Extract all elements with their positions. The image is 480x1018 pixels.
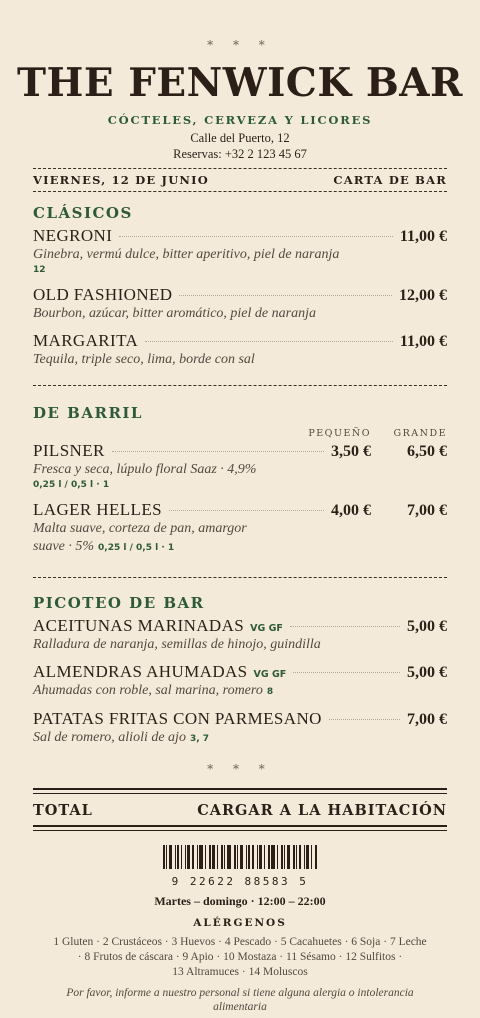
barcode-bar (259, 845, 262, 869)
menu-item-margarita (33, 331, 447, 351)
barcode-bar (177, 845, 179, 869)
section-title: CLÁSICOS (33, 204, 133, 222)
item-name: NEGRONI (33, 226, 113, 245)
address: Calle del Puerto, 12 (190, 131, 290, 145)
barcode-bar (221, 845, 223, 869)
item-price: 12,00 € (399, 287, 447, 304)
barcode-bar (169, 845, 172, 869)
barcode-bar (224, 845, 225, 869)
total-value: CARGAR A LA HABITACIÓN (197, 802, 447, 819)
barcode-bar (304, 845, 305, 869)
item-description: suave · 5% (33, 539, 95, 554)
double-rule (33, 825, 447, 831)
bottom-stars: * * * (207, 762, 273, 776)
item-price: 5,00 € (407, 618, 447, 635)
menu-item-patatas (33, 709, 447, 729)
top-stars: * * * (207, 38, 273, 52)
barcode-bar (199, 845, 203, 869)
item-price: 7,00 € (407, 711, 447, 728)
leader-dots (293, 672, 400, 673)
item-description: Ralladura de naranja, semillas de hinojo, guindilla (33, 637, 321, 652)
item-price-large: 6,50 € (407, 443, 447, 460)
leader-dots (169, 510, 324, 511)
barcode-bar (234, 845, 236, 869)
barcode-bar (284, 845, 285, 869)
allergens-list (28, 935, 452, 980)
leader-dots (112, 451, 324, 452)
leader-dots (119, 236, 393, 237)
barcode-bar (299, 845, 301, 869)
barcode-bar (205, 845, 206, 869)
item-price: 11,00 € (399, 333, 447, 350)
section-snacks (33, 594, 447, 748)
item-description-wrap (33, 682, 447, 701)
divider (33, 577, 447, 578)
allergy-note: Por favor, informe a nuestro personal si tiene alguna alergia o intolerancia alimentaria (66, 987, 414, 1013)
item-description-cont (33, 538, 447, 557)
leader-dots (290, 626, 400, 627)
barcode-bar (287, 845, 290, 869)
barcode-bar (185, 845, 186, 869)
barcode (0, 845, 480, 869)
menu-item-pilsner (33, 441, 447, 461)
item-allergens: 12 (33, 265, 46, 275)
item-volumes: 0,25 l / 0,5 l · 1 (98, 543, 175, 553)
bar-subtitle: CÓCTELES, CERVEZA Y LICORES (107, 113, 373, 127)
barcode-bar (268, 845, 270, 869)
item-description: Fresca y seca, lúpulo floral Saaz · 4,9% (33, 462, 257, 477)
diet-tags: VG GF (250, 623, 283, 634)
item-volumes: 0,25 l / 0,5 l · 1 (33, 480, 110, 490)
item-price-small: 4,00 € (331, 502, 371, 519)
item-price: 11,00 € (399, 228, 447, 245)
barcode-bar (197, 845, 198, 869)
item-description: Bourbon, azúcar, bitter aromático, piel de naranja (33, 306, 316, 321)
item-name: PATATAS FRITAS CON PARMESANO (33, 709, 322, 728)
barcode-bar (315, 845, 317, 869)
leader-dots (179, 295, 392, 296)
barcode-bar (248, 845, 250, 869)
barcode-bar (311, 845, 312, 869)
menu-item-old-fashioned (33, 285, 447, 305)
barcode-bar (281, 845, 283, 869)
item-name: OLD FASHIONED (33, 285, 173, 304)
item-name: ALMENDRAS AHUMADAS (33, 662, 248, 681)
opening-hours: Martes – domingo · 12:00 – 22:00 (154, 894, 326, 908)
allergens-title: ALÉRGENOS (193, 917, 287, 929)
divider (33, 385, 447, 386)
item-price-large: 7,00 € (407, 502, 447, 519)
menu-item-negroni (33, 226, 447, 246)
item-name: PILSNER (33, 441, 105, 460)
item-description: Malta suave, corteza de pan, amargor (33, 521, 247, 536)
date-line (33, 169, 447, 191)
bar-title: THE FENWICK BAR (17, 60, 463, 106)
reservation-phone: Reservas: +32 2 123 45 67 (173, 147, 307, 161)
item-name: MARGARITA (33, 331, 139, 350)
size-large-label: GRANDE (393, 428, 447, 439)
barcode-bar (227, 845, 231, 869)
barcode-bar (293, 845, 295, 869)
size-headers (33, 428, 447, 439)
barcode-bar (187, 845, 190, 869)
allergens-line: 13 Altramuces · 14 Moluscos (172, 966, 308, 978)
item-allergens: 3, 7 (189, 734, 210, 744)
item-description: Ahumadas con roble, sal marina, romero (33, 683, 263, 698)
barcode-bar (277, 845, 278, 869)
item-price-small: 3,50 € (331, 443, 371, 460)
barcode-bar (209, 845, 211, 869)
allergens-line: 1 Gluten · 2 Crustáceos · 3 Huevos · 4 Pescado · 5 Cacahuetes · 6 Soja · 7 Leche (53, 936, 427, 948)
menu-name: CARTA DE BAR (333, 173, 447, 187)
barcode-bar (175, 845, 176, 869)
section-draft (33, 404, 447, 557)
total-label: TOTAL (33, 802, 93, 819)
item-allergens: 8 (266, 687, 274, 697)
section-title: PICOTEO DE BAR (33, 594, 205, 612)
item-description-wrap (33, 729, 447, 748)
barcode-bar (246, 845, 247, 869)
menu-item-almendras (33, 662, 447, 682)
item-price: 5,00 € (407, 664, 447, 681)
diet-tags: VG GF (253, 669, 287, 680)
item-description: Tequila, triple seco, lima, borde con sal (33, 352, 255, 367)
section-classics (33, 204, 447, 369)
allergens-line: · 8 Frutos de cáscara · 9 Apio · 10 Mostaza · 11 Sésamo · 12 Sulfitos · (77, 951, 403, 963)
total-row (33, 794, 447, 825)
size-small-label: PEQUEÑO (308, 428, 371, 439)
menu-item-aceitunas (33, 616, 447, 636)
barcode-number: 9 22622 88583 5 (171, 875, 309, 888)
divider (33, 191, 447, 192)
barcode-bar (240, 845, 243, 869)
barcode-bar (296, 845, 297, 869)
barcode-bar (257, 845, 258, 869)
leader-dots (145, 341, 393, 342)
barcode-bar (237, 845, 238, 869)
barcode-bar (163, 845, 165, 869)
barcode-bar (271, 845, 275, 869)
menu-item-lager-helles (33, 500, 447, 520)
barcode-bar (306, 845, 309, 869)
barcode-bar (252, 845, 254, 869)
menu-date: VIERNES, 12 DE JUNIO (33, 173, 209, 187)
section-title: DE BARRIL (33, 404, 143, 422)
barcode-bar (181, 845, 182, 869)
barcode-bar (264, 845, 265, 869)
leader-dots (329, 719, 400, 720)
barcode-bar (212, 845, 215, 869)
item-name: LAGER HELLES (33, 500, 162, 519)
barcode-bar (192, 845, 194, 869)
barcode-bar (166, 845, 167, 869)
item-name: ACEITUNAS MARINADAS (33, 616, 245, 635)
barcode-bar (217, 845, 218, 869)
item-description: Sal de romero, alioli de ajo (33, 730, 186, 745)
item-description: Ginebra, vermú dulce, bitter aperitivo, piel de naranja (33, 247, 340, 262)
